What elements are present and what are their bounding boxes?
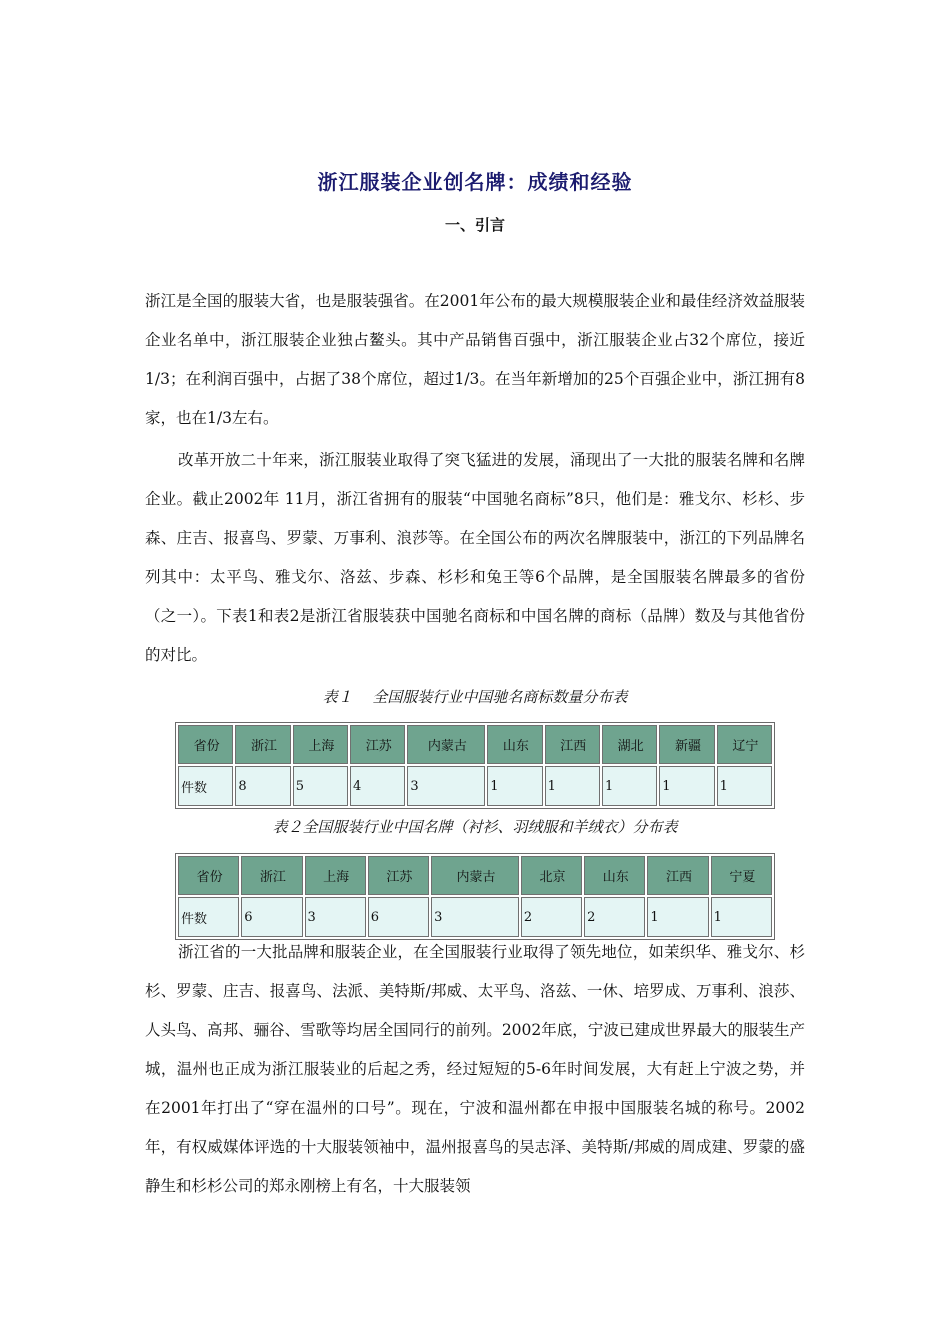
table-cell: 6 (241, 897, 302, 937)
table-cell: 件数 (178, 897, 239, 937)
table-header-cell: 浙江 (235, 725, 290, 764)
table-header-cell: 山东 (584, 856, 645, 895)
table-cell: 3 (305, 897, 366, 937)
paragraph-1: 浙江是全国的服装大省，也是服装强省。在2001年公布的最大规模服装企业和最佳经济效益服装企业名单中，浙江服装企业独占鳌头。其中产品销售百强中，浙江服装企业占32个席位，接近1/3；在利润百强中，占据了38个席位，超过1/3。在当年新增加的25个百强企业中，浙江拥有8家，也在1/3左右。 (145, 292, 805, 427)
table2-header-row (178, 856, 772, 895)
section-heading: 一、引言 (444, 216, 505, 234)
table1-header-row (178, 725, 772, 764)
table2 (175, 853, 775, 940)
table-cell: 1 (487, 766, 542, 806)
table-header-cell: 内蒙古 (431, 856, 519, 895)
table-cell: 件数 (178, 766, 233, 806)
table-cell: 1 (659, 766, 714, 806)
table-cell: 1 (647, 897, 708, 937)
table-header-cell: 北京 (521, 856, 582, 895)
table-header-cell: 省份 (178, 856, 239, 895)
table-header-cell: 江苏 (368, 856, 429, 895)
table-header-cell: 新疆 (659, 725, 714, 764)
table-header-cell: 上海 (293, 725, 348, 764)
table-header-cell: 湖北 (602, 725, 657, 764)
table-header-cell: 江西 (647, 856, 708, 895)
table-header-cell: 浙江 (241, 856, 302, 895)
table-cell: 5 (293, 766, 348, 806)
table1 (175, 722, 775, 809)
table-cell: 3 (407, 766, 485, 806)
table-cell: 1 (545, 766, 600, 806)
table-header-cell: 内蒙古 (407, 725, 485, 764)
table-cell: 4 (350, 766, 405, 806)
table1-data-row (178, 766, 772, 806)
table-cell: 8 (235, 766, 290, 806)
document-title: 浙江服装企业创名牌：成绩和经验 (317, 170, 633, 194)
table-header-cell: 宁夏 (711, 856, 772, 895)
table-cell: 1 (711, 897, 772, 937)
table-header-cell: 江苏 (350, 725, 405, 764)
table-cell: 3 (431, 897, 519, 937)
table-header-cell: 辽宁 (717, 725, 772, 764)
table-header-cell: 省份 (178, 725, 233, 764)
table-cell: 6 (368, 897, 429, 937)
table-header-cell: 山东 (487, 725, 542, 764)
table-header-cell: 江西 (545, 725, 600, 764)
table1-caption: 表１ 全国服装行业中国驰名商标数量分布表 (322, 688, 628, 706)
paragraph-3: 浙江省的一大批品牌和服装企业，在全国服装行业取得了领先地位，如茉织华、雅戈尔、杉杉、罗蒙、庄吉、报喜鸟、法派、美特斯/邦威、太平鸟、洛兹、一休、培罗成、万事利、浪莎、人头鸟、高邦、骊谷、雪歌等均居全国同行的前列。2002年底，宁波已建成世界最大的服装生产城，温州也正成为浙江服装业的后起之秀，经过短短的5-6年时间发展，大有赶上宁波之势，并在2001年打出了“穿在温州的口号”。现在，宁波和温州都在申报中国服装名城的称号。2002年，有权威媒体评选的十大服装领袖中，温州报喜鸟的吴志泽、美特斯/邦威的周成建、罗蒙的盛静生和杉杉公司的郑永刚榜上有名，十大服装领 (145, 943, 805, 1195)
paragraph-2: 改革开放二十年来，浙江服装业取得了突飞猛进的发展，涌现出了一大批的服装名牌和名牌企业。截止2002年 11月，浙江省拥有的服装“中国驰名商标”8只，他们是：雅戈尔、杉杉、步森、庄吉、报喜鸟、罗蒙、万事利、浪莎等。在全国公布的两次名牌服装中，浙江的下列品牌名列其中：太平鸟、雅戈尔、洛兹、步森、杉杉和兔王等6个品牌，是全国服装名牌最多的省份（之一）。下表1和表2是浙江省服装获中国驰名商标和中国名牌的商标（品牌）数及与其他省份的对比。 (145, 451, 805, 664)
table-cell: 1 (717, 766, 772, 806)
table-cell: 2 (521, 897, 582, 937)
table-cell: 1 (602, 766, 657, 806)
table2-caption: 表２全国服装行业中国名牌（衬衫、羽绒服和羊绒衣）分布表 (272, 818, 678, 836)
table2-data-row (178, 897, 772, 937)
table-header-cell: 上海 (305, 856, 366, 895)
table-cell: 2 (584, 897, 645, 937)
